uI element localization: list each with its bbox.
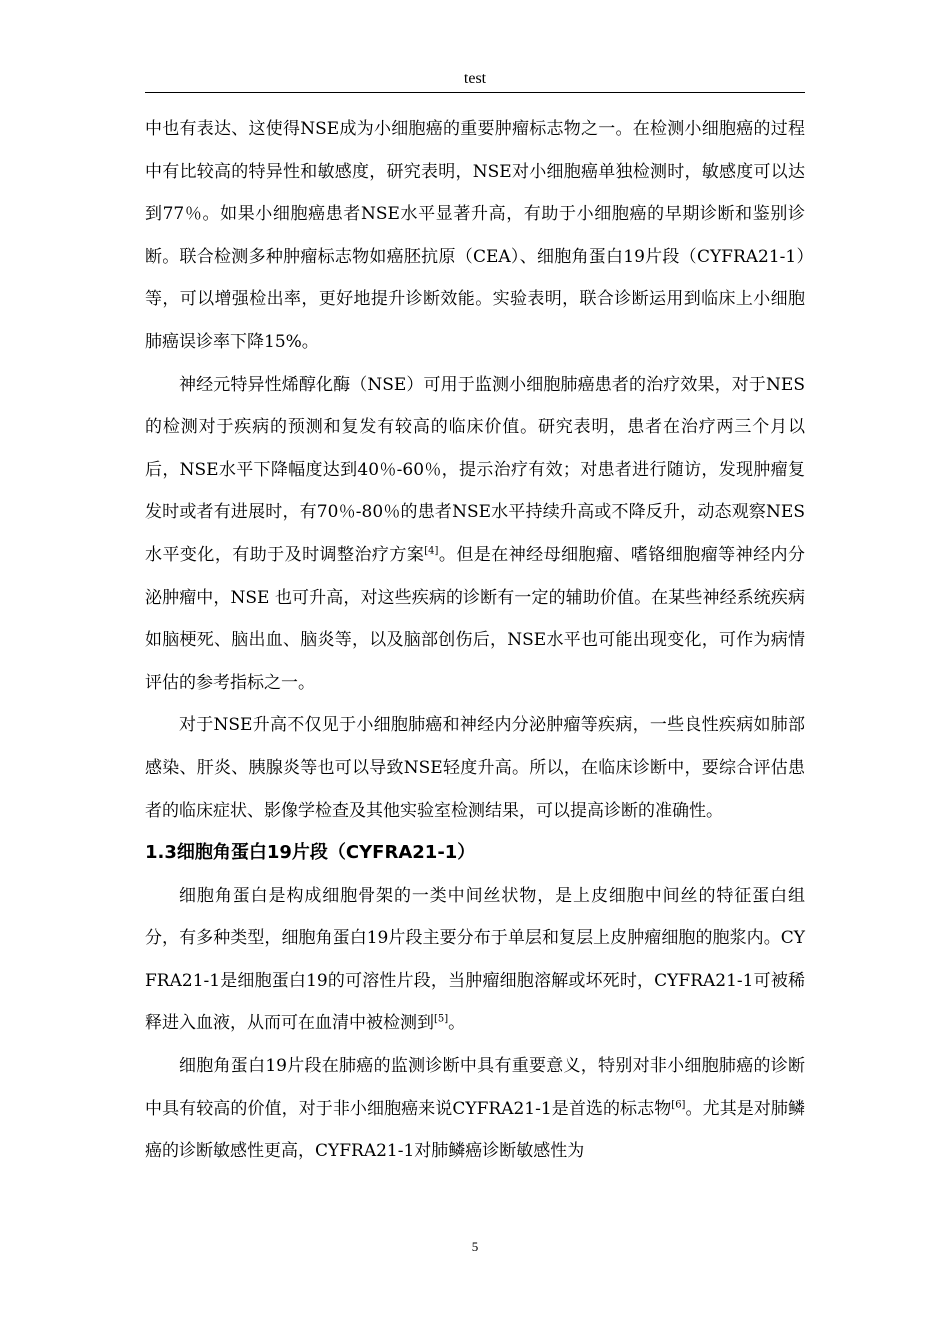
- page-header: test: [463, 70, 487, 87]
- paragraph-text: 神经元特异性烯醇化酶（NSE）可用于监测小细胞肺癌患者的治疗效果，对于NES的检测对于疾病的预测和复发有较高的临床价值。研究表明，患者在治疗两三个月以后，NSE水平下降幅度达到40％-60％，提示治疗有效；对患者进行随访，发现肿瘤复发时或者有进展时，有70％-80％的患者NSE水平持续升高或不降反升，动态观察NES水平变化，有助于及时调整治疗方案: [145, 374, 805, 565]
- section-heading-cyfra: 1.3细胞角蛋白19片段（CYFRA21-1）: [145, 842, 476, 864]
- paragraph-nse-diagnosis: 中也有表达、这使得NSE成为小细胞癌的重要肿瘤标志物之一。在检测小细胞癌的过程中有比较高的特异性和敏感度，研究表明，NSE对小细胞癌单独检测时，敏感度可以达到77％。如果小细胞癌患者NSE水平显著升高，有助于小细胞癌的早期诊断和鉴别诊断。联合检测多种肿瘤标志物如癌胚抗原（CEA）、细胞角蛋白19片段（CYFRA21-1）等，可以增强检出率，更好地提升诊断效能。实验表明，联合诊断运用到临床上小细胞肺癌误诊率下降15%。: [145, 119, 805, 352]
- paragraph-nse-benign: 对于NSE升高不仅见于小细胞肺癌和神经内分泌肿瘤等疾病，一些良性疾病如肺部感染、肝炎、胰腺炎等也可以导致NSE轻度升高。所以，在临床诊断中，要综合评估患者的临床症状、影像学检查及其他实验室检测结果，可以提高诊断的准确性。: [145, 715, 805, 821]
- header-divider: [145, 92, 805, 93]
- document-body: [145, 108, 805, 1173]
- paragraph-text: 细胞角蛋白是构成细胞骨架的一类中间丝状物，是上皮细胞中间丝的特征蛋白组分，有多种类型，细胞角蛋白19片段主要分布于单层和复层上皮肿瘤细胞的胞浆内。CYFRA21-1是细胞蛋白19的可溶性片段，当肿瘤细胞溶解或坏死时，CYFRA21-1可被稀释进入血液，从而可在血清中被检测到: [145, 885, 805, 1034]
- page-number: 5: [471, 1239, 479, 1254]
- citation-6: [6]: [671, 1099, 686, 1110]
- citation-5: [5]: [434, 1013, 449, 1025]
- paragraph-nse-monitoring: [145, 364, 805, 705]
- paragraph-text: 。但是在神经母细胞瘤、嗜铬细胞瘤等神经内分泌肿瘤中，NSE 也可升高，对这些疾病的诊断有一定的辅助价值。在某些神经系统疾病如脑梗死、脑出血、脑炎等，以及脑部创伤后，NSE水平也可能出现变化，可作为病情评估的参考指标之一。: [145, 544, 806, 693]
- paragraph-cyfra-definition: [145, 875, 805, 1045]
- paragraph-text: 细胞角蛋白19片段在肺癌的监测诊断中具有重要意义，特别对非小细胞肺癌的诊断中具有较高的价值，对于非小细胞癌来说CYFRA21-1是首选的标志物: [145, 1056, 805, 1119]
- citation-4: [4]: [424, 545, 439, 557]
- paragraph-text: 。尤其是对肺鳞癌的诊断敏感性更高，CYFRA21-1对肺鳞癌诊断敏感性为: [145, 1098, 806, 1162]
- paragraph-cyfra-significance: [145, 1045, 805, 1173]
- paragraph-text: 。: [448, 1013, 466, 1034]
